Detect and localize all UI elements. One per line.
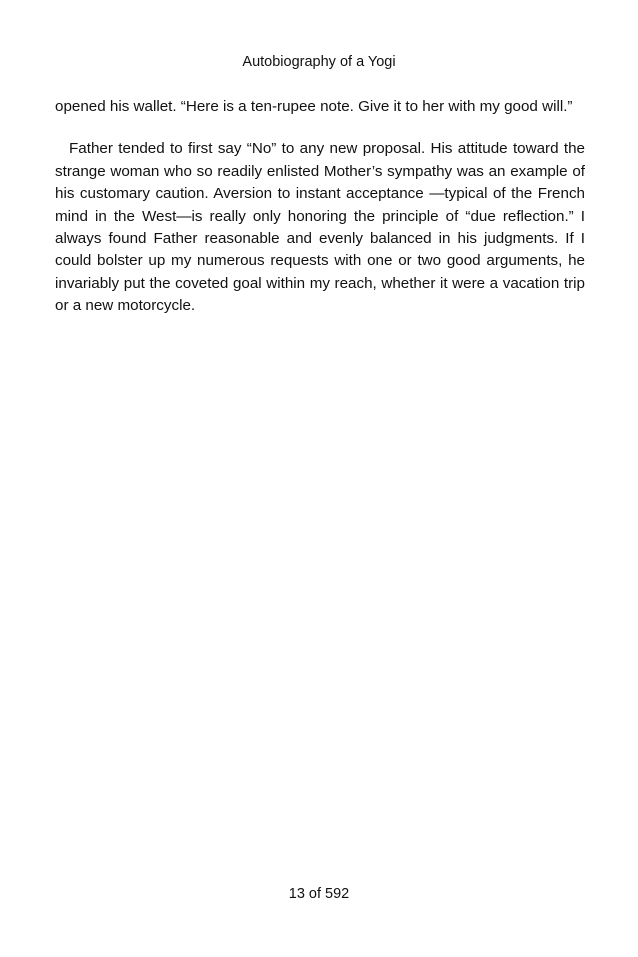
- running-header-title: Autobiography of a Yogi: [242, 54, 396, 70]
- paragraph-2: Father tended to first say “No” to any new proposal. His attitude toward the strange woman who so readily enlisted Mother’s sympathy was an example of his customary caution. Aversion to instant acceptance —typical of the French mind in the West—is really only honoring the principle of “due reflection.” I always found Father reasonable and evenly balanced in his judgments. If I could bolster up my numerous requests with one or two good arguments, he invariably put the coveted goal within my reach, whether it were a vacation trip or a new motorcycle.: [55, 140, 585, 315]
- page-number: 13 of 592: [288, 886, 350, 902]
- body-text: [55, 96, 585, 318]
- paragraph-1: opened his wallet. “Here is a ten-rupee note. Give it to her with my good will.”: [55, 98, 573, 115]
